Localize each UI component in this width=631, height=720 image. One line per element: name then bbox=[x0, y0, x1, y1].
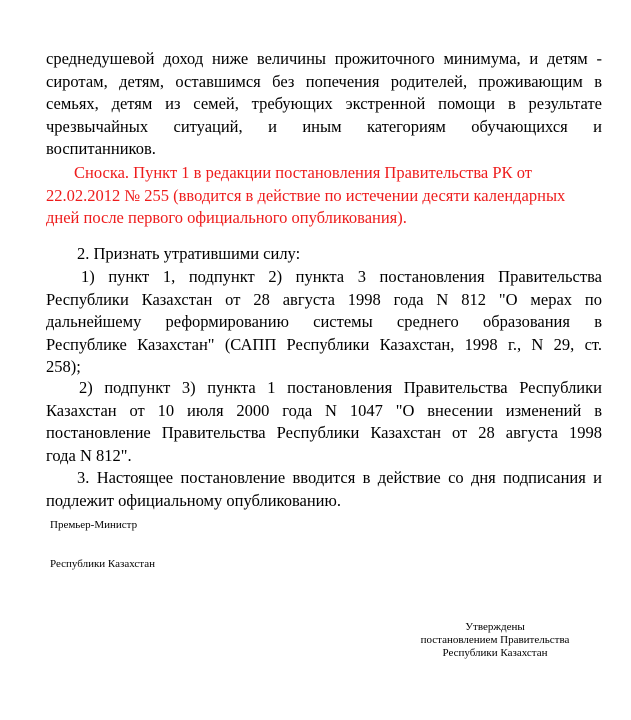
text-line: 3. Настоящее постановление вводится в действие со дня подписания и bbox=[77, 468, 602, 487]
text-line: Республики Казахстан от 28 августа 1998 года N 812 "О мерах по bbox=[46, 289, 602, 309]
item2-subitem-2 bbox=[46, 377, 602, 467]
approval-line: Республики Казахстан bbox=[442, 647, 548, 659]
item2-heading bbox=[46, 243, 602, 266]
signature-country: Республики Казахстан bbox=[50, 558, 156, 570]
text-line: среднедушевой доход ниже величины прожиточного минимума, и детям - bbox=[46, 49, 602, 68]
text-line: дальнейшему реформированию системы среднего образования в bbox=[46, 312, 602, 331]
text-line: семьях, детям из семей, требующих экстренной помощи в результате bbox=[46, 94, 602, 113]
footnote-line: 22.02.2012 № 255 (вводится в действие по истечении десяти календарных bbox=[46, 185, 566, 205]
text-line: постановление Правительства Республики Казахстан от 28 августа 1998 bbox=[46, 423, 602, 442]
item3 bbox=[46, 467, 602, 512]
footnote bbox=[46, 162, 602, 230]
text-line: 258); bbox=[46, 357, 81, 376]
text-line: чрезвычайных ситуаций, и иным категориям обучающихся и bbox=[46, 116, 602, 136]
text-line: 2) подпункт 3) пункта 1 постановления Правительства Республики bbox=[79, 378, 602, 397]
text-line: воспитанников. bbox=[46, 139, 156, 158]
text-line: Казахстан от 10 июля 2000 года N 1047 "О внесении изменений в bbox=[46, 400, 602, 420]
footnote-line: дней после первого официального опубликования). bbox=[46, 208, 407, 227]
item2-heading-text: 2. Признать утратившими силу: bbox=[77, 244, 301, 263]
signature-title: Премьер-Министр bbox=[50, 519, 138, 531]
text-line: сиротам, детям, оставшимся без попечения родителей, проживающим в bbox=[46, 71, 602, 91]
approval-line: Утверждены bbox=[465, 621, 525, 633]
text-line: 1) пункт 1, подпункт 2) пункта 3 постановления Правительства bbox=[81, 267, 602, 286]
approval-block bbox=[380, 621, 610, 660]
text-line: Республике Казахстан" (САПП Республики Казахстан, 1998 г., N 29, ст. bbox=[46, 334, 602, 354]
approval-line: постановлением Правительства bbox=[420, 634, 570, 646]
item2-subitem-1 bbox=[46, 266, 602, 379]
text-line: года N 812". bbox=[46, 445, 132, 465]
footnote-line: Сноска. Пункт 1 в редакции постановления Правительства РК от bbox=[74, 163, 532, 182]
text-line: подлежит официальному опубликованию. bbox=[46, 490, 341, 510]
paragraph-continuation bbox=[46, 48, 602, 161]
